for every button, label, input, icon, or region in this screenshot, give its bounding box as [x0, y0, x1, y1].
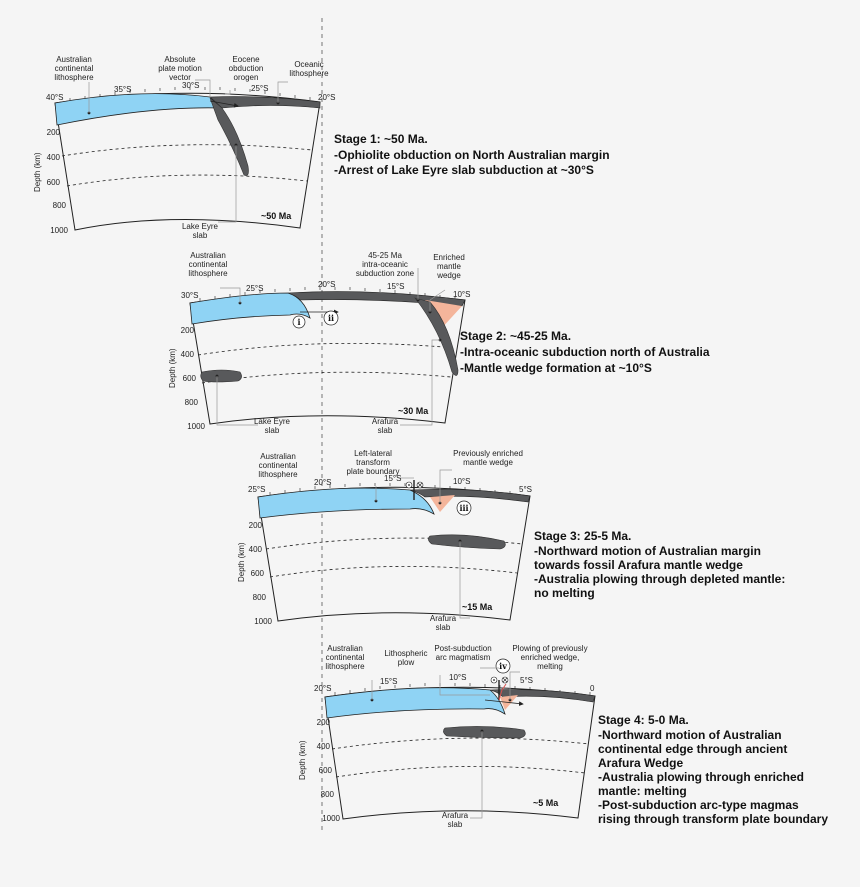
stage4-depth-800: 800 [320, 790, 334, 799]
stage1-line-2: -Arrest of Lake Eyre slab subduction at ~30°S [334, 163, 594, 177]
stage4-depth-line-400 [332, 738, 589, 749]
stage1-age: ~50 Ma [261, 211, 292, 221]
stage3-enriched-wedge [430, 495, 455, 512]
stage3-out-of-page-dot [408, 484, 410, 486]
stage2-marker-i-label: i [297, 317, 301, 327]
stage3-depth-line-600 [270, 566, 517, 577]
stage3-label-continental: Australian continental lithosphere [258, 452, 298, 479]
stage1-label-slab: Lake Eyre slab [181, 222, 219, 240]
stage3-label-arafura: Arafura slab [429, 614, 457, 632]
stage4-panel [298, 644, 828, 829]
stage3-lat-1: 20°S [314, 478, 332, 487]
stage4-continental-lithosphere [325, 688, 505, 718]
stage4-depth-line-600 [336, 766, 585, 777]
stage2-lat-4: 10°S [453, 290, 471, 299]
stage1-label-plate-motion: Absolute plate motion vector [158, 55, 202, 82]
stage4-marker-iv-label: iv [499, 661, 507, 671]
stage2-title: Stage 2: ~45-25 Ma. [460, 329, 572, 343]
stage4-depth-600: 600 [318, 766, 332, 775]
stage4-leader-slab [470, 731, 482, 818]
stage4-title: Stage 4: 5-0 Ma. [598, 713, 689, 727]
stage3-marker-iii-label: iii [459, 503, 469, 513]
stage1-label-orogen: Eocene obduction orogen [228, 55, 264, 82]
stage2-label-arafura: Arafura slab [371, 417, 399, 435]
stage3-line-4: no melting [534, 586, 595, 600]
stage3-label-wedge: Previously enriched mantle wedge [453, 449, 523, 467]
stage1-depth-line-600 [67, 175, 307, 186]
stage3-lat-4: 5°S [519, 485, 532, 494]
stage1-lat-3: 25°S [251, 84, 269, 93]
stage4-lat-3: 5°S [520, 676, 533, 685]
stage1-continental-lithosphere [55, 94, 222, 125]
stage4-line-7: rising through transform plate boundary [598, 812, 829, 826]
stage1-depth-800: 800 [52, 201, 66, 210]
stage4-label-continental: Australian continental lithosphere [325, 644, 365, 671]
stage1-label-oceanic: Oceanic lithosphere [289, 60, 329, 78]
stage4-out-of-page-dot [493, 679, 495, 681]
stage2-depth-400: 400 [180, 350, 194, 359]
stage3-lat-2: 15°S [384, 474, 402, 483]
stage4-line-4: -Australia plowing through enriched [598, 770, 805, 784]
stage1-lat-2: 30°S [182, 81, 200, 90]
stage3-depth-400: 400 [248, 545, 262, 554]
stage3-line-1: -Northward motion of Australian margin [534, 544, 761, 558]
stage3-continental-lithosphere [258, 488, 434, 518]
stage2-line-1: -Intra-oceanic subduction north of Australia [460, 345, 710, 359]
stage1-depth-200: 200 [46, 128, 60, 137]
stage3-depth-title: Depth (km) [237, 542, 246, 582]
stage2-label-continental: Australian continental lithosphere [188, 251, 228, 278]
stage1-leader-slab [218, 145, 236, 222]
stage3-age: ~15 Ma [462, 602, 493, 612]
stage2-depth-800: 800 [184, 398, 198, 407]
stage3-depth-800: 800 [252, 593, 266, 602]
stage3-lat-3: 10°S [453, 477, 471, 486]
stage4-arafura-slab [443, 726, 525, 738]
stage4-line-5: mantle: melting [598, 784, 687, 798]
stage3-lat-0: 25°S [248, 485, 266, 494]
stage2-age: ~30 Ma [398, 406, 429, 416]
stage1-oceanic-lithosphere [210, 97, 320, 108]
stage4-depth-1000: 1000 [322, 814, 340, 823]
stage2-lake-eyre-slab [201, 370, 242, 382]
stage2-depth-title: Depth (km) [168, 348, 177, 388]
stage3-oceanic-lithosphere [410, 489, 530, 502]
stage2-continental-lithosphere [190, 293, 310, 324]
stage4-label-magmatism: Post-subduction arc magmatism [434, 644, 492, 662]
stage4-depth-200: 200 [316, 718, 330, 727]
stage1-depth-title: Depth (km) [33, 152, 42, 192]
stage4-lat-2: 10°S [449, 673, 467, 682]
stage2-label-wedge: Enriched mantle wedge [433, 253, 465, 280]
stage2-label-lake-eyre: Lake Eyre slab [253, 417, 291, 435]
stage2-lat-0: 30°S [181, 291, 199, 300]
stage3-arafura-slab [428, 535, 505, 549]
stage4-line-1: -Northward motion of Australian [598, 728, 782, 742]
stage4-line-6: -Post-subduction arc-type magmas [598, 798, 799, 812]
stage2-panel [168, 251, 710, 435]
stage2-lat-3: 15°S [387, 282, 405, 291]
stage2-leader-lake-eyre [217, 376, 258, 425]
stage1-leader-orogen [225, 90, 230, 94]
stage2-lat-1: 25°S [246, 284, 264, 293]
stage2-depth-line-400 [198, 343, 455, 355]
stage1-depth-600: 600 [46, 178, 60, 187]
stage3-depth-200: 200 [248, 521, 262, 530]
stage1-lat-4: 20°S [318, 93, 336, 102]
stage2-line-2: -Mantle wedge formation at ~10°S [460, 361, 652, 375]
stage2-lat-2: 20°S [318, 280, 336, 289]
stage3-depth-600: 600 [250, 569, 264, 578]
stage2-depth-600: 600 [182, 374, 196, 383]
stage3-line-3: -Australia plowing through depleted mantle: [534, 572, 786, 586]
stage1-title: Stage 1: ~50 Ma. [334, 132, 428, 146]
stage1-lake-eyre-slab [210, 98, 249, 176]
stage1-label-continental: Australian continental lithosphere [54, 55, 94, 82]
stage2-depth-200: 200 [180, 326, 194, 335]
stage1-depth-400: 400 [46, 153, 60, 162]
stage1-panel [33, 55, 610, 240]
stage4-depth-title: Depth (km) [298, 740, 307, 780]
stage1-line-1: -Ophiolite obduction on North Australian margin [334, 148, 610, 162]
stage4-depth-400: 400 [316, 742, 330, 751]
stage3-line-2: towards fossil Arafura mantle wedge [534, 558, 743, 572]
stage4-label-arafura: Arafura slab [441, 811, 469, 829]
stage4-line-2: continental edge through ancient [598, 742, 788, 756]
stage2-marker-ii-label: ii [327, 313, 335, 323]
stage3-label-transform: Left-lateral transform plate boundary [346, 449, 400, 476]
stage1-lat-1: 35°S [114, 85, 132, 94]
stage2-label-subduction: 45-25 Ma intra-oceanic subduction zone [355, 251, 415, 278]
stage4-lat-0: 20°S [314, 684, 332, 693]
stage4-label-plowing: Plowing of previously enriched wedge, melting [512, 644, 588, 671]
stage4-age: ~5 Ma [533, 798, 559, 808]
stage1-lat-0: 40°S [46, 93, 64, 102]
stage3-depth-1000: 1000 [254, 617, 272, 626]
stage1-depth-line-400 [62, 145, 312, 156]
stage1-depth-1000: 1000 [50, 226, 68, 235]
stage4-lat-1: 15°S [380, 677, 398, 686]
stage4-lat-4: 0 [590, 684, 595, 693]
stage4-label-plow: Lithospheric plow [384, 649, 428, 667]
stage3-panel [237, 449, 785, 632]
stage4-line-3: Arafura Wedge [598, 756, 684, 770]
stage3-title: Stage 3: 25-5 Ma. [534, 529, 632, 543]
stage2-depth-1000: 1000 [187, 422, 205, 431]
